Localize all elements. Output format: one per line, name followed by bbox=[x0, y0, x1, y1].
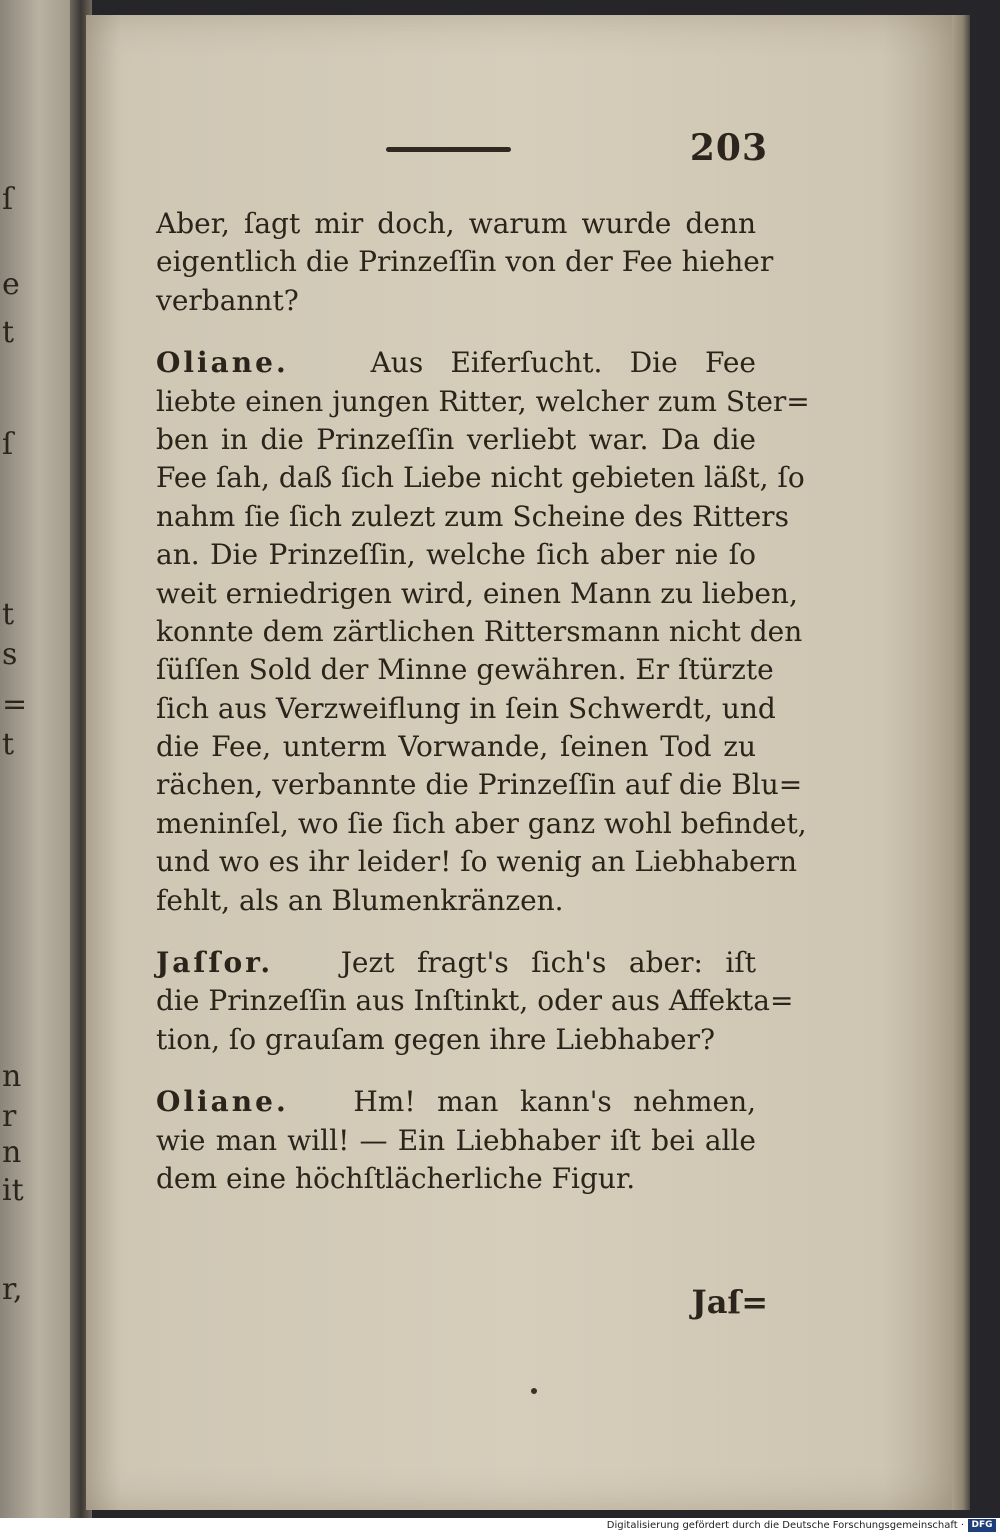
text-line: verbannt? bbox=[156, 283, 299, 317]
text-line: fehlt, als an Blumenkränzen. bbox=[156, 883, 564, 917]
left-fragment: t bbox=[2, 315, 15, 350]
text-line: die Fee, unterm Vorwande, ſeinen Tod zu bbox=[156, 730, 756, 764]
paragraph bbox=[156, 344, 810, 920]
left-fragment: = bbox=[2, 687, 28, 722]
paragraph bbox=[156, 944, 794, 1059]
left-fragment: it bbox=[2, 1173, 24, 1208]
left-fragment: ſ bbox=[2, 182, 14, 217]
paragraph bbox=[156, 1083, 756, 1198]
text-line: dem eine höchſtlächerliche Figur. bbox=[156, 1161, 636, 1195]
text-line: eigentlich die Prinzeſſin von der Fee hieher bbox=[156, 245, 774, 279]
text-line: tion, ſo grauſam gegen ihre Liebhaber? bbox=[156, 1022, 715, 1056]
text-line: ſich aus Verzweiflung in ſein Schwerdt, und bbox=[156, 691, 776, 725]
left-fragment: ſ bbox=[2, 427, 14, 462]
text-line: liebte einen jungen Ritter, welcher zum Ster= bbox=[156, 384, 810, 418]
left-fragment: r bbox=[2, 1099, 17, 1134]
speaker-name: Oliane. bbox=[156, 346, 289, 380]
text-fragment: Jezt fragt's ſich's aber: iſt bbox=[340, 946, 756, 980]
text-line: Fee ſah, daß ſich Liebe nicht gebieten läßt, ſo bbox=[156, 461, 805, 495]
catchword: Jaſ= bbox=[691, 1283, 768, 1321]
text-line: an. Die Prinzeſſin, welche ſich aber nie ſo bbox=[156, 538, 756, 572]
text-line: ben in die Prinzeſſin verliebt war. Da die bbox=[156, 422, 756, 456]
text-line: die Prinzeſſin aus Inſtinkt, oder aus Affekta= bbox=[156, 984, 794, 1018]
text-line: Aber, ſagt mir doch, warum wurde denn bbox=[156, 207, 756, 240]
text-line: weit erniedrigen wird, einen Mann zu lieben, bbox=[156, 576, 798, 610]
left-fragment: n bbox=[2, 1059, 22, 1094]
page-text bbox=[156, 205, 810, 1198]
text-line: meninſel, wo ſie ſich aber ganz wohl befindet, bbox=[156, 806, 807, 840]
text-line: wie man will! — Ein Liebhaber iſt bei alle bbox=[156, 1123, 756, 1157]
dfg-logo: DFG bbox=[968, 1519, 996, 1532]
speaker-name: Jaſſor. bbox=[156, 946, 274, 980]
paragraph bbox=[156, 205, 774, 320]
text-fragment: Hm! man kann's nehmen, bbox=[353, 1085, 756, 1119]
speaker-name: Oliane. bbox=[156, 1085, 289, 1119]
text-line: nahm ſie ſich zulezt zum Scheine des Ritters bbox=[156, 499, 789, 533]
text-line: ſüſſen Sold der Minne gewähren. Er ſtürzte bbox=[156, 653, 774, 687]
text-line: konnte dem zärtlichen Rittersmann nicht den bbox=[156, 614, 803, 648]
text-line bbox=[156, 944, 756, 982]
header-rule bbox=[386, 147, 511, 152]
page-edge bbox=[952, 15, 970, 1510]
left-fragment: t bbox=[2, 727, 15, 762]
book-page bbox=[86, 15, 952, 1510]
left-fragment: r, bbox=[2, 1272, 23, 1307]
page-number: 203 bbox=[689, 127, 768, 169]
text-fragment: Aus Eiferſucht. Die Fee bbox=[370, 346, 756, 380]
left-fragment: t bbox=[2, 597, 15, 632]
left-fragment: s bbox=[2, 637, 18, 672]
text-line: rächen, verbannte die Prinzeſſin auf die Blu= bbox=[156, 768, 803, 802]
paper-speck bbox=[531, 1388, 537, 1394]
text-line bbox=[156, 344, 756, 382]
left-fragment: n bbox=[2, 1135, 22, 1170]
left-fragment: e bbox=[2, 267, 20, 302]
text-line: und wo es ihr leider! ſo wenig an Liebhabern bbox=[156, 845, 798, 879]
text-line bbox=[156, 1083, 756, 1121]
footer-credit: Digitalisierung gefördert durch die Deutsche Forschungsgemeinschaft · bbox=[606, 1520, 964, 1531]
